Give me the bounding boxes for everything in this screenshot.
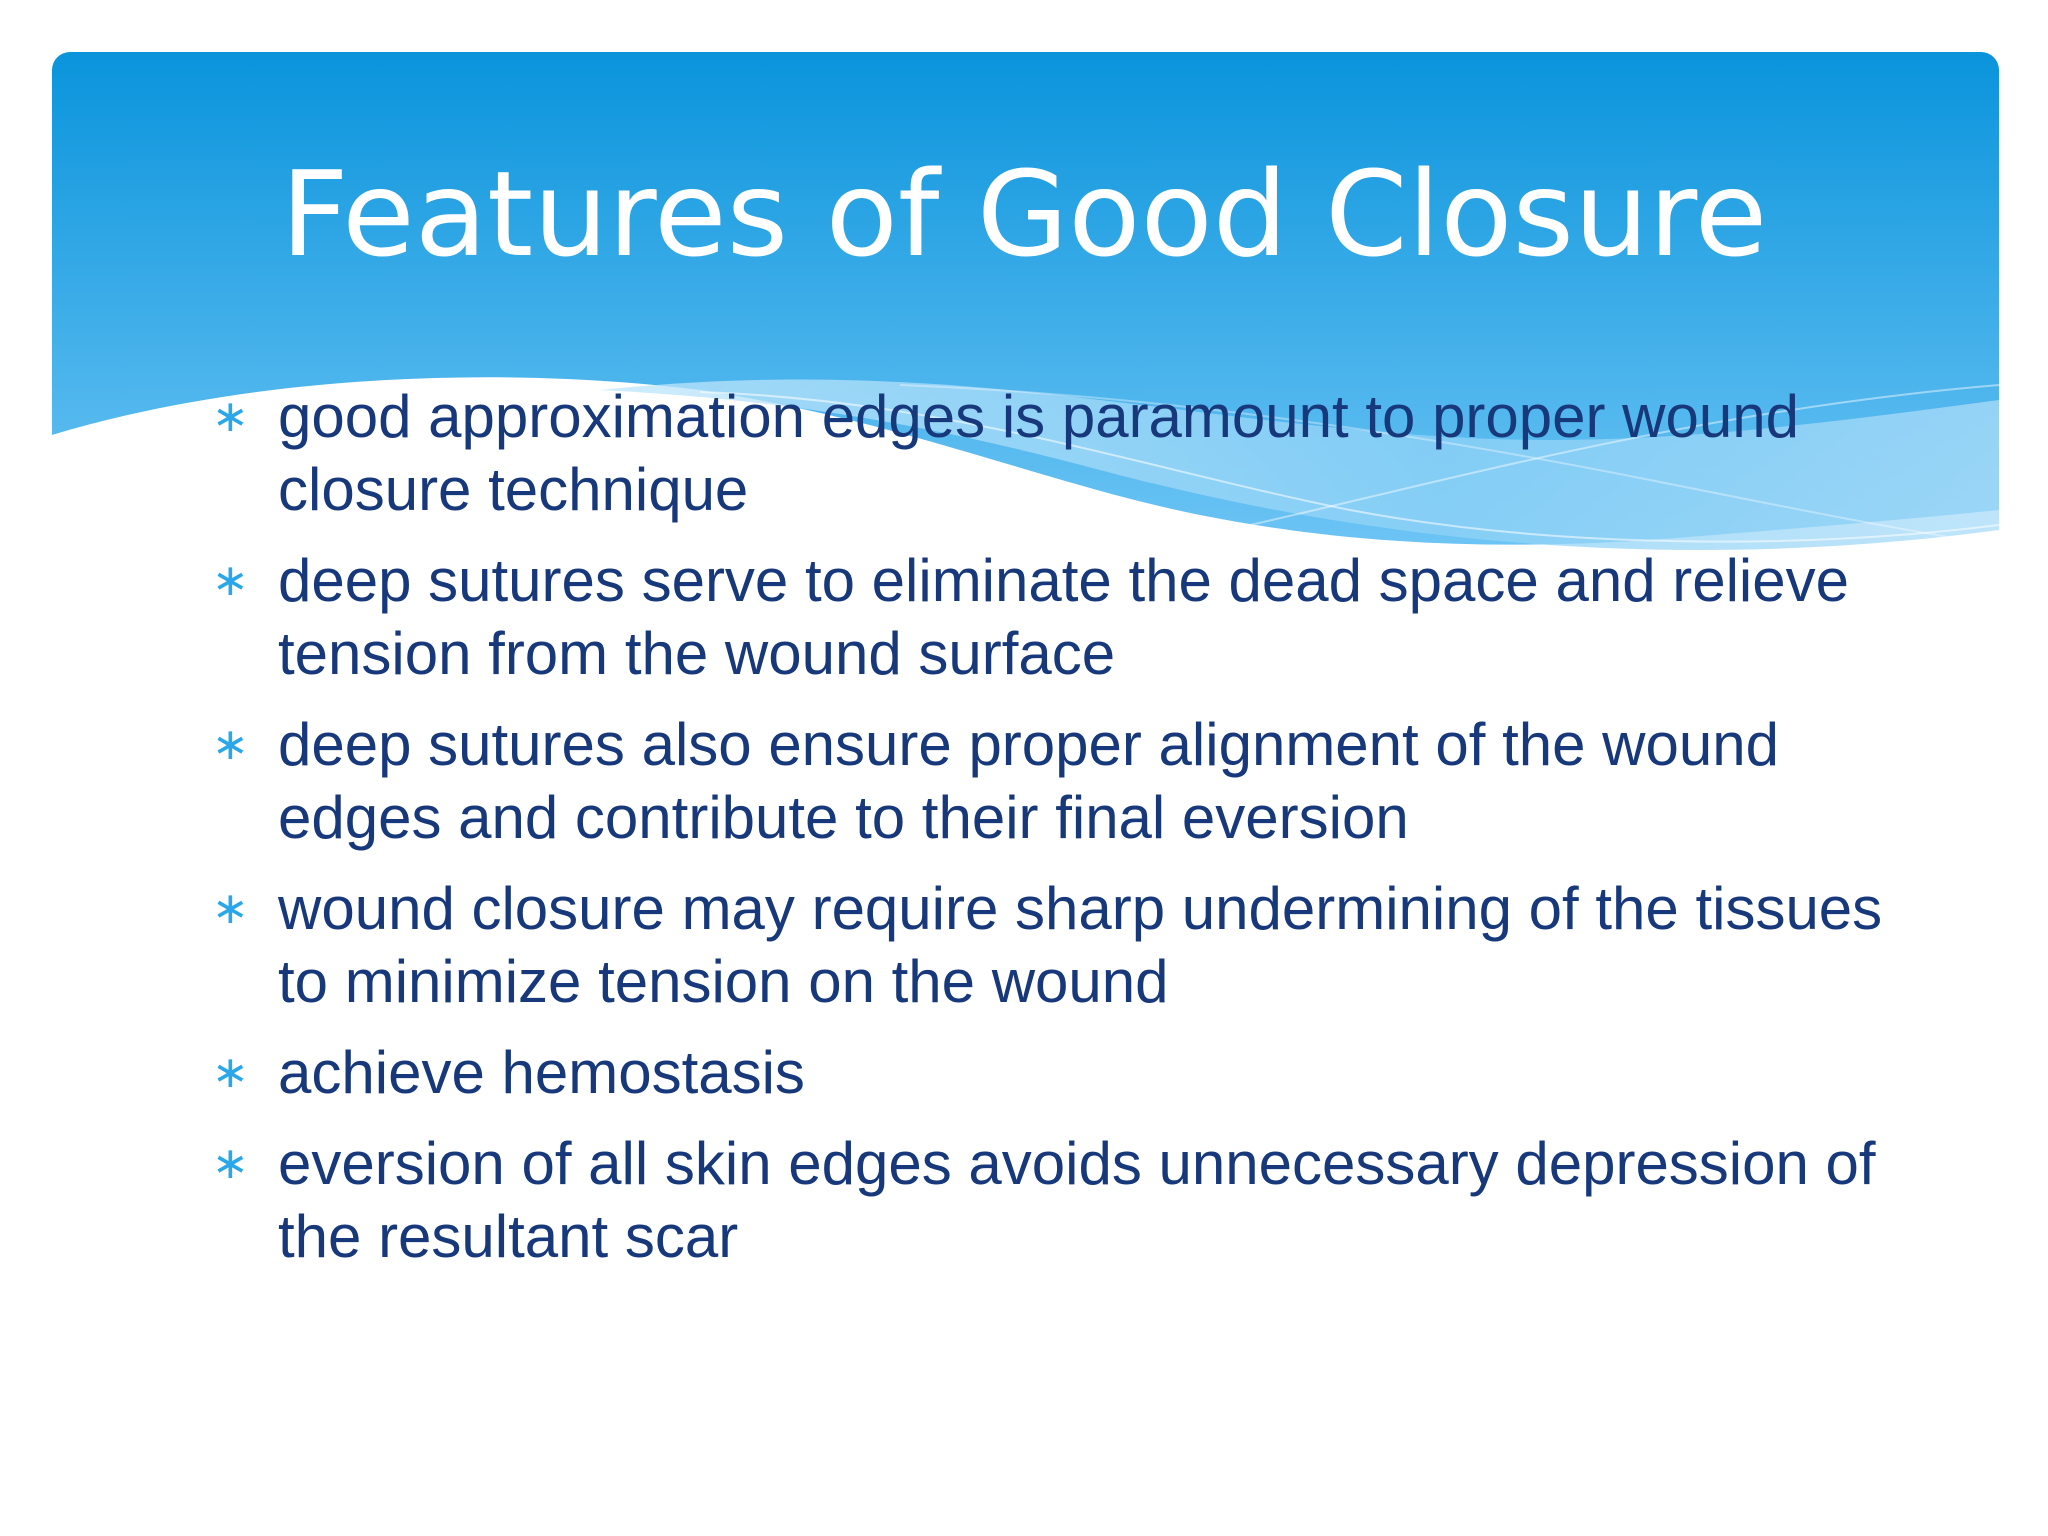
bullet-text: achieve hemostasis	[278, 1039, 805, 1106]
slide-title: Features of Good Closure	[280, 145, 1768, 283]
bullet-item	[212, 544, 1912, 690]
bullet-item	[212, 1036, 1912, 1109]
asterisk-bullet-icon: ∗	[212, 883, 249, 934]
asterisk-bullet-icon: ∗	[212, 555, 249, 606]
bullet-item	[212, 872, 1912, 1018]
asterisk-bullet-icon: ∗	[212, 719, 249, 770]
asterisk-bullet-icon: ∗	[212, 1047, 249, 1098]
bullet-text: deep sutures also ensure proper alignment of the wound edges and contribute to their final eversion	[278, 711, 1779, 851]
asterisk-bullet-icon: ∗	[212, 1138, 249, 1189]
bullet-item	[212, 380, 1912, 526]
bullet-text: deep sutures serve to eliminate the dead space and relieve tension from the wound surface	[278, 547, 1849, 687]
asterisk-bullet-icon: ∗	[212, 391, 249, 442]
bullet-list	[212, 380, 1912, 1291]
bullet-text: eversion of all skin edges avoids unnecessary depression of the resultant scar	[278, 1130, 1876, 1270]
bullet-text: wound closure may require sharp undermining of the tissues to minimize tension on the wound	[278, 875, 1883, 1015]
bullet-item	[212, 1127, 1912, 1273]
bullet-item	[212, 708, 1912, 854]
bullet-text: good approximation edges is paramount to proper wound closure technique	[278, 383, 1799, 523]
